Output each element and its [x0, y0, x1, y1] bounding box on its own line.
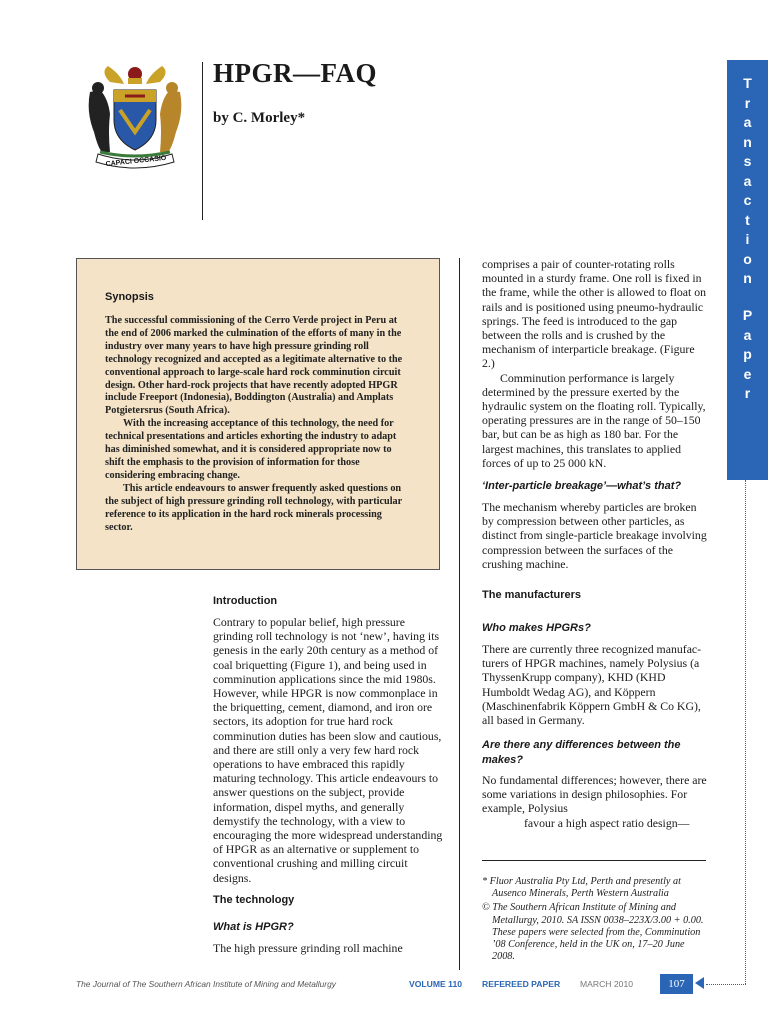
dotted-guide-vertical [745, 480, 746, 984]
body-paragraph: No fundamental differences; however, there are some variations in design philosophies. For example, Polysius [482, 773, 707, 816]
differences-body [482, 773, 710, 830]
question-heading-who-makes: Who makes HPGRs? [482, 622, 591, 634]
footer-journal-name: The Journal of The Southern African Institute of Mining and Metallurgy [76, 979, 336, 989]
section-heading-technology: The technology [213, 894, 295, 906]
banner-letter: n [743, 270, 752, 286]
page-number: 107 [660, 974, 693, 994]
banner-word-paper [727, 306, 768, 404]
banner-letter: o [743, 250, 752, 267]
banner-letter: P [742, 307, 753, 323]
banner-letter: a [743, 172, 752, 189]
section-heading-manufacturers: The manufacturers [482, 589, 582, 601]
who-makes-body: There are currently three recognized manufac-turers of HPGR machines, namely Polysius (a ThyssenKrupp company), KHD (KHD Humboldt Wedag AG), and Köppern (Maschinenfabrik Köppern GmbH & Co KG), all based in Germany. [482, 642, 702, 728]
footer-paper-type: REFEREED PAPER [482, 979, 561, 989]
body-paragraph: Comminution performance is largely determined by the pressure exerted by the hydraulic system on the floating roll. Typically, operating pressures are in the range of 50–150 bar, but can be as high as 180 bar. For the largest machines, this translates to applied forces of up to 25 000 kN. [482, 370, 706, 470]
question-heading-interparticle: ‘Inter-particle breakage’—what’s that? [482, 480, 682, 492]
body-paragraph: favour a high aspect ratio design— [524, 815, 690, 830]
banner-letter: r [744, 385, 751, 401]
synopsis-paragraph: This article endeavours to answer frequently asked questions on the subject of high pressure grinding roll technology, with particular reference to its application in the hard rock minerals processing sector. [105, 482, 402, 533]
paper-title: HPGR—FAQ [213, 58, 377, 88]
synopsis-heading: Synopsis [105, 291, 154, 303]
footer-date: MARCH 2010 [580, 979, 634, 989]
footnote-affiliation: * Fluor Australia Pty Ltd, Perth and presently at Ausenco Minerals, Perth Western Australia [482, 876, 681, 900]
banner-letter: n [743, 133, 752, 150]
banner-letter: a [743, 326, 752, 343]
footnote-copyright: © The Southern African Institute of Mining and Metallurgy, 2010. SA ISSN 0038–223X/3.00 + 0.00. These papers were selected from the, Comminution ’08 Conference, held in the UK on, 17–20 June 2008. [482, 902, 704, 963]
question-heading-differences: Are there any differences between the makes? [482, 739, 681, 766]
footnotes [482, 876, 704, 965]
banner-letter: p [743, 346, 752, 362]
synopsis-paragraph: The successful commissioning of the Cerro Verde project in Peru at the end of 2006 marked the culmination of the efforts of many in the industry over many years to have high pressure grinding roll technology recognized and accepted as a legitimate alternative to the conventional approach to large-scale hard rock comminution circuit design. Other hard-rock projects that have recently adopted HPGR include Freeport (Indonesia), Boddington (Australia) and Amplats Potgietersrus (South Africa). [105, 315, 403, 417]
what-is-hpgr-body: The high pressure grinding roll machine [213, 941, 403, 955]
banner-letter: e [743, 365, 752, 382]
banner-letter: s [743, 153, 752, 169]
banner-letter: a [743, 114, 752, 130]
dotted-guide-horizontal [706, 984, 746, 985]
synopsis-box [76, 258, 440, 570]
banner-letter: T [743, 75, 752, 91]
interparticle-body: The mechanism whereby particles are broken by compression between other particles, as distinct from single-particle breakage involving compression between the surfaces of the crushing machine. [482, 500, 707, 571]
question-heading-what-is-hpgr: What is HPGR? [213, 921, 294, 933]
synopsis-body [105, 315, 411, 534]
section-heading-introduction: Introduction [213, 595, 278, 607]
body-paragraph: comprises a pair of counter-rotating rolls mounted in a sturdy frame. One roll is fixed in the frame, while the other is allowed to float on rails and is positioned using pneumo-hydraulic springs. The feed is introduced to the gap between the rolls and is crushed by the mechanism of interparticle breakage. (Figure 2.) [482, 257, 707, 371]
title-divider [202, 62, 203, 220]
page-arrow-icon [695, 977, 704, 989]
footer-volume: VOLUME 110 [409, 979, 463, 989]
banner-word-transaction [727, 74, 768, 289]
author-line: by C. Morley* [213, 110, 306, 126]
right-column-body [482, 257, 710, 470]
banner-letter: c [743, 192, 752, 208]
column-divider [459, 258, 460, 970]
banner-letter: r [744, 94, 751, 111]
banner-letter: t [745, 211, 750, 228]
introduction-body: Contrary to popular belief, high pressure grinding roll technology is not ‘new’, having its genesis in the early 20th century as a method of coal briquetting (Figure 1), and being used in comminution applications since the mid 1980s. However, while HPGR is now commonplace in the briquetting, cement, diamond, and iron ore sectors, its adoption for true hard rock comminution duties has been slow and cautious, and there are still only a very few hard rock operations to have embraced this rapidly maturing technology. This article endeavours to answer questions on the subject, provide information, dispel myths, and generally demystify the technology, with a view to encouraging the more widespread understanding of HPGR as an alternative or supplement to conventional crushing and milling circuit designs. [213, 615, 443, 885]
footnote-rule [482, 860, 706, 861]
banner-letter: i [745, 231, 750, 247]
synopsis-paragraph: With the increasing acceptance of this technology, the need for technical presentations and articles exhorting the industry to adapt has diminished somewhat, and it is considered appropriate now to shift the emphasis to the provision of information for those considering embracing change. [105, 418, 397, 481]
transaction-paper-banner [727, 60, 768, 480]
crest-motto: CAPACI OCCASIO [105, 154, 167, 169]
